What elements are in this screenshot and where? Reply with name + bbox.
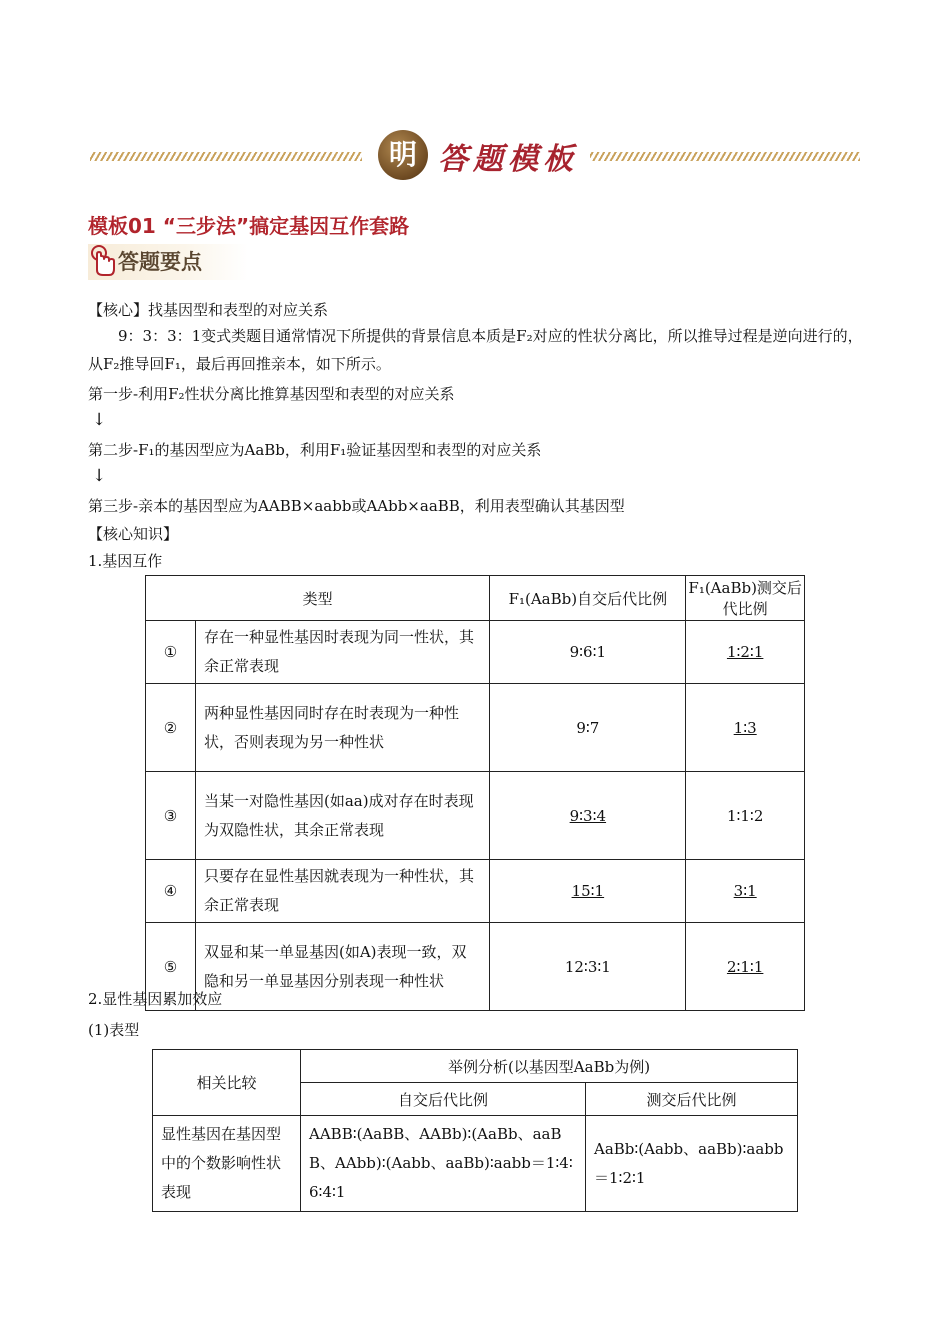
row-description: 双显和某一单显基因(如A)表现一致，双隐和另一单显基因分别表现一种性状 <box>196 923 490 1011</box>
core-paragraph: 9：3：3：1变式类题目通常情况下所提供的背景信息本质是F₂对应的性状分离比，所以推导过程是逆向进行的，从F₂推导回F₁，最后再回推亲本，如下所示。 <box>88 327 863 373</box>
row-description: 两种显性基因同时存在时表现为一种性状，否则表现为另一种性状 <box>196 684 490 772</box>
row-number: ① <box>146 621 196 684</box>
row-description: 存在一种显性基因时表现为同一性状，其余正常表现 <box>196 621 490 684</box>
core-label: 【核心】找基因型和表型的对应关系 <box>88 301 329 319</box>
test-cross-ratio <box>686 923 805 1011</box>
table-row <box>146 923 805 1011</box>
row-number: ⑤ <box>146 923 196 1011</box>
section-gene-interaction: 1.基因互作 <box>88 552 163 570</box>
test-cross-ratio <box>686 684 805 772</box>
step-1: 第一步-利用F₂性状分离比推算基因型和表型的对应关系 <box>88 385 455 403</box>
test-cross-ratio <box>686 860 805 923</box>
template-title: 模板01 “三步法”搞定基因互作套路 <box>88 214 410 238</box>
row-number: ② <box>146 684 196 772</box>
seal-icon: 明 <box>378 130 428 180</box>
header-banner <box>90 128 860 184</box>
header-self-cross: F₁(AaBb)自交后代比例 <box>490 576 686 621</box>
test-cross-ratio <box>686 621 805 684</box>
section-additive-effect: 2.显性基因累加效应 <box>88 990 223 1008</box>
table-row <box>146 621 805 684</box>
table-row <box>146 772 805 860</box>
row-description: 只要存在显性基因就表现为一种性状，其余正常表现 <box>196 860 490 923</box>
self-cross-ratio <box>490 772 686 860</box>
self-cross-ratio: 9∶6∶1 <box>490 621 686 684</box>
pointing-hand-icon <box>88 244 118 278</box>
table-header-row <box>146 576 805 621</box>
down-arrow-icon: ↓ <box>92 410 107 430</box>
key-points-label: 答题要点 <box>118 250 202 274</box>
subsection-phenotype: (1)表型 <box>88 1021 140 1039</box>
header-self-cross: 自交后代比例 <box>301 1083 586 1116</box>
decorative-stripe-left <box>90 152 362 161</box>
header-compare: 相关比较 <box>153 1050 301 1116</box>
header-test-cross: 测交后代比例 <box>586 1083 798 1116</box>
table-row <box>153 1116 798 1212</box>
header-example: 举例分析(以基因型AaBb为例) <box>301 1050 798 1083</box>
row-description: 当某一对隐性基因(如aa)成对存在时表现为双隐性状，其余正常表现 <box>196 772 490 860</box>
banner-title: 答题模板 <box>438 142 578 177</box>
test-cross-value: 2∶1∶1 <box>726 957 764 976</box>
test-cross-value: 1∶2∶1 <box>726 643 764 661</box>
table-row <box>146 684 805 772</box>
additive-effect-table <box>152 1049 798 1212</box>
down-arrow-icon: ↓ <box>92 466 107 486</box>
knowledge-label: 【核心知识】 <box>88 525 179 543</box>
self-cross-value: 15∶1 <box>571 882 605 900</box>
key-points-heading <box>88 244 248 280</box>
table-row <box>146 860 805 923</box>
self-cross-ratio: AABB∶(AaBB、AABb)∶(AaBb、aaBB、AAbb)∶(Aabb、aaBb)∶aabb＝1∶4∶6∶4∶1 <box>301 1116 586 1212</box>
self-cross-ratio <box>490 860 686 923</box>
test-cross-ratio: AaBb∶(Aabb、aaBb)∶aabb＝1∶2∶1 <box>586 1116 798 1212</box>
row-label: 显性基因在基因型中的个数影响性状表现 <box>153 1116 301 1212</box>
test-cross-value: 3∶1 <box>733 882 757 900</box>
header-test-cross: F₁(AaBb)测交后代比例 <box>686 576 805 621</box>
self-cross-value: 9∶3∶4 <box>569 806 607 825</box>
header-type: 类型 <box>146 576 490 621</box>
row-number: ④ <box>146 860 196 923</box>
gene-interaction-table <box>145 575 805 1011</box>
step-2: 第二步-F₁的基因型应为AaBb，利用F₁验证基因型和表型的对应关系 <box>88 441 542 459</box>
self-cross-ratio: 9∶7 <box>490 684 686 772</box>
test-cross-ratio: 1∶1∶2 <box>686 772 805 860</box>
row-number: ③ <box>146 772 196 860</box>
test-cross-value: 1∶3 <box>733 718 757 737</box>
decorative-stripe-right <box>590 152 860 161</box>
step-3: 第三步-亲本的基因型应为AABB×aabb或AAbb×aaBB，利用表型确认其基因型 <box>88 497 625 515</box>
self-cross-ratio: 12∶3∶1 <box>490 923 686 1011</box>
table-header-row <box>153 1050 798 1083</box>
